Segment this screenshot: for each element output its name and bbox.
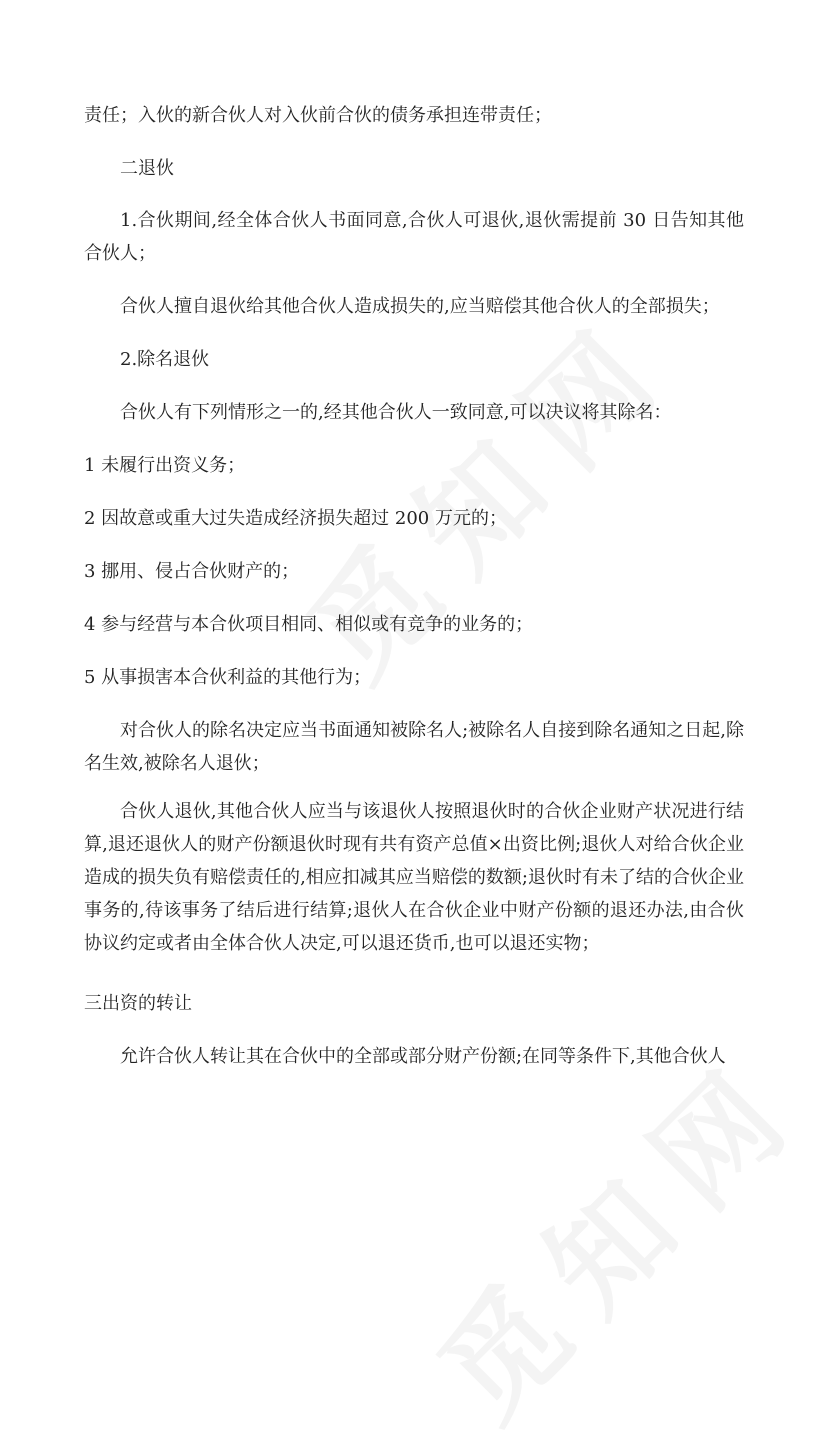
list-item-5: 5 从事损害本合伙利益的其他行为； xyxy=(84,667,372,688)
paragraph-liability: 责任；入伙的新合伙人对入伙前合伙的债务承担连带责任； xyxy=(84,105,552,126)
paragraph-withdrawal-notice: 1.合伙期间,经全体合伙人书面同意,合伙人可退伙,退伙需提前 30 日告知其他合伙人； xyxy=(84,210,744,264)
watermark xyxy=(265,221,754,710)
heading-withdrawal: 二退伙 xyxy=(120,158,174,179)
paragraph-unauthorized-withdrawal: 合伙人擅自退伙给其他合伙人造成损失的,应当赔偿其他合伙人的全部损失； xyxy=(120,296,720,317)
paragraph-expulsion-conditions: 合伙人有下列情形之一的,经其他合伙人一致同意,可以决议将其除名： xyxy=(120,402,672,423)
list-item-2: 2 因故意或重大过失造成经济损失超过 200 万元的； xyxy=(84,508,507,529)
paragraph-settlement: 合伙人退伙,其他合伙人应当与该退伙人按照退伙时的合伙企业财产状况进行结算,退还退伙人的财产份额退伙时现有共有资产总值×出资比例;退伙人对给合伙企业造成的损失负有赔偿责任的,相应扣减其应当赔偿的数额;退伙时有未了结的合伙企业事务的,待该事务了结后进行结算;退伙人在合伙企业中财产份额的退还办法,由合伙协议约定或者由全体合伙人决定,可以退还货币,也可以退还实物； xyxy=(84,801,744,954)
heading-transfer: 三出资的转让 xyxy=(84,993,192,1014)
list-item-4: 4 参与经营与本合伙项目相同、相似或有竞争的业务的； xyxy=(84,614,534,635)
paragraph-transfer: 允许合伙人转让其在合伙中的全部或部分财产份额;在同等条件下,其他合伙人 xyxy=(120,1046,726,1067)
watermark-secondary xyxy=(395,961,830,1450)
heading-expulsion: 2.除名退伙 xyxy=(120,349,210,370)
list-item-3: 3 挪用、侵占合伙财产的； xyxy=(84,561,300,582)
paragraph-expulsion-notice: 对合伙人的除名决定应当书面通知被除名人;被除名人自接到除名通知之日起,除名生效,被除名人退伙； xyxy=(84,720,744,774)
list-item-1: 1 未履行出资义务； xyxy=(84,455,246,476)
